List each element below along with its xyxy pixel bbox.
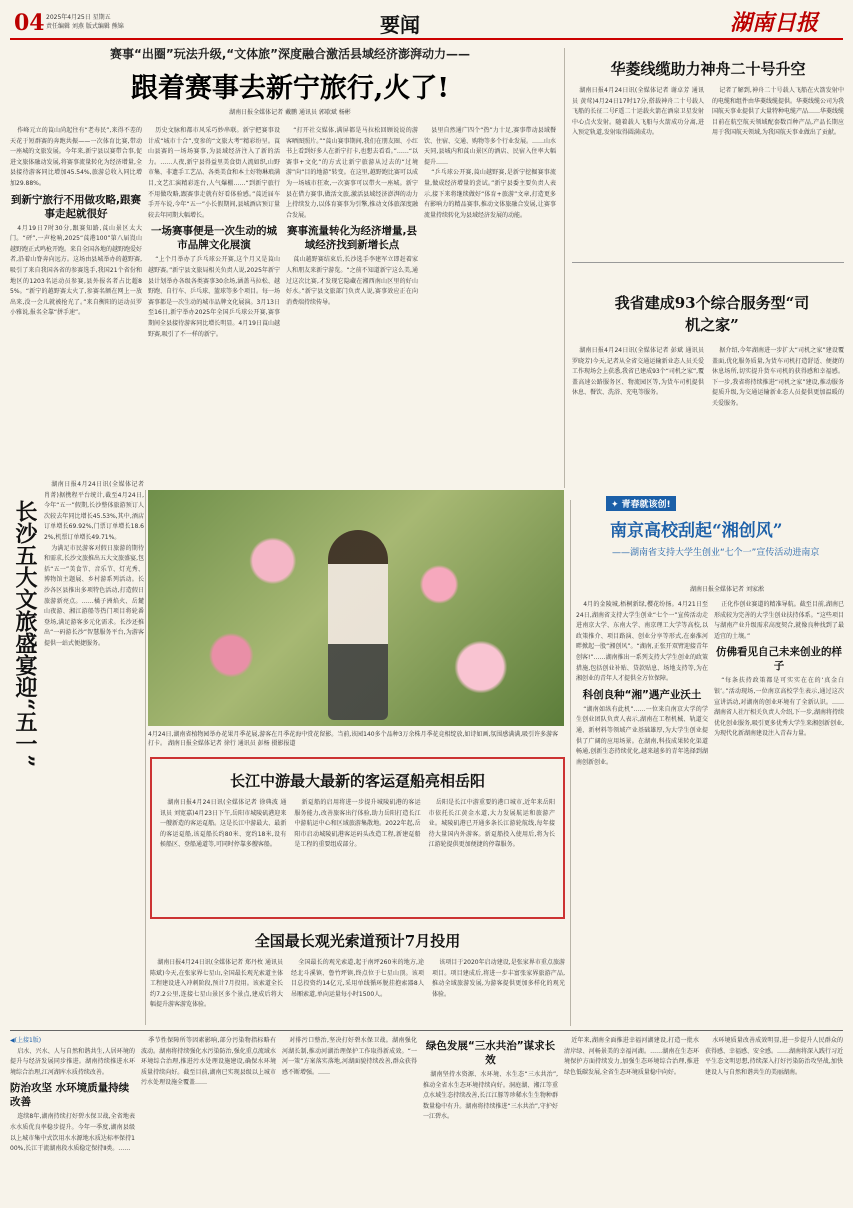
s1-col2: 历史文脉和都市风采巧妙串联。新宁把赛事设计成“城市十合”,变参的“文旅大考”精彩纷呈。莨山县赛的一场场赛事,为县域经济注入了新的活力。……人夜,新宁县得益里美食街人流如织,山野市集、非遗手工艺品、各类美食和本土好物琳琅满目,文艺汇演精彩连台,人气爆棚……“到新宁旅行不用做攻略,跟赛事走就有好看体验感。”莨近届车手开车说,今年“五一”小长假期间,县城酒店预订量较去年同期大幅增长。 一场赛事便是一次生动的城市品牌文化展演 “上个月举办了乒乓球公开赛,这个月又是莨山越野赛。”新宁县文旅局相关负责人说,2025年新宁县计划举办各级各类赛事30余场,涵盖马拉松、越野跑、自行车、乒乓球、篮球等多个项目。每一场赛事都是一次生动的城市品牌文化展演。3月13日至16日,新宁举办2025年全国乒乓球公开赛,赛事期间全县接待游客同比增长明显。4月19日莨山越野赛,吸引了不一样的新宁。 <box>148 127 280 338</box>
left-body: 湖南日报4月24日讯(全媒体记者 肖菁)据携程平台统计,截至4月24日,今年“五一”假期,长沙整体旅游预订人次较去年同比增长45.53%,其中,酒店订单增长69.92%,门票订单增长18.62%,机票订单增长49.71%。 为满足市民游客对假日旅游的期待和需求,长沙文旅推出五大文旅盛宴,包括“五一”美食节、音乐节、灯光秀、博物馆主题展、乡村游系列活动。长沙各区县推出多项特色活动,打造假日旅游新亮点。……橘子洲焰火、岳麓山夜游、湘江游船等热门项目将轮番登场,满足游客多元化需求。长沙还推出“一码游长沙”智慧服务平台,为游客提供一站式便捷服务。 <box>44 481 144 647</box>
flower-photo <box>148 490 564 726</box>
s2-title: 华菱线缆助力神舟二十号升空 <box>610 60 806 78</box>
bottom-col1: ◀(上接1版) 启水、兴水、人与自然和谐共生,人居环境的提升与经济发展同步推进。湖南持续推进水环境综合治理,江河湖库水质持续改善。 防治攻坚 水环境质量持续改善 连续8年,湖南持续打好碧水保卫战,全省地表水水质优良率稳步提升。今年一季度,湖南县级以上城市集中式饮用水水源地水质达标率保持100%,长江干流湖南段水质稳定保持Ⅱ类。…… <box>10 1037 135 1153</box>
bottom-col3: 对排污口整治,坚决打好碧水保卫战。湖南强化河湖长制,推动河湖治理保护工作取得新成效。“一河一策”方案落实落地,河湖面貌持续改善,群众获得感不断增强。…… <box>282 1037 417 1076</box>
s1-subhead-1: 到新宁旅行不用做攻略,跟赛事走起就很好 <box>11 193 141 220</box>
page-number: 04 <box>14 10 45 36</box>
bottom-subhead-2: 绿色发展“三水共治”谋求长效 <box>425 1040 556 1066</box>
editor-credit: 责任编辑 刘燕 版式编辑 熊锦 <box>46 23 124 30</box>
masthead <box>0 0 853 40</box>
s1-col4: 县里自然通广四个“热”力十足,赛事带动县域餐饮、住宿、交通、购物等多个行业发展。……山水天同,县城内和莨山景区的酒店、民宿入住率大幅提升…… “乒乓球公开赛,莨山越野赛,是新宁挖掘赛事流量,做成经济增量的尝试。”新宁县委主要负责人表示,接下来将继续做好“体育+旅游”文章,打造更多有影响力的精品赛事,推动文体旅融合发展,让赛事流量持续转化为县域经济发展的动能。 <box>424 127 556 219</box>
section-title: 要闻 <box>380 13 420 37</box>
lightbulb-icon: ✦ <box>611 500 619 510</box>
s4-subtitle: ——湖南省支持大学生创业“七个一”宣传活动进南京 <box>612 548 820 558</box>
s1-subhead-2: 一场赛事便是一次生动的城市品牌文化展演 <box>151 225 277 252</box>
photo-caption: 4月24日,湖南省植物园举办花果月季花展,游客在月季花海中赏花留影。当前,该园140多个品种3万余株月季花竞相绽放,如诗如画,氛围感满满,吸引许多游客打卡。 湖南日报全媒体记者 徐行 通讯员 彭杨 摄影报道 <box>148 731 559 747</box>
s3-body: 湖南日报4月24日讯(全媒体记者 彭斌 通讯员 罗晓芳)今天,记者从全省交通运输新业态人员关爱工作现场会上获悉,我省已建成93个“司机之家”,覆盖高速公路服务区、物流园区等,为货车司机提供休息、餐饮、洗浴、充电等服务。 据介绍,今年湖南进一步扩大“司机之家”建设覆盖面,优化服务质量,为货车司机打造舒适、便捷的休息场所,切实提升货车司机的获得感和幸福感。下一步,我省将持续推进“司机之家”建设,推动服务提质升级,为交通运输新业态人员提供更加温暖的关爱服务。 <box>572 347 844 407</box>
s6-body: 湖南日报4月24日讯(全媒体记者 郑丹枚 通讯员 陈斌)今天,在张家界七星山,全国最长观光索道主体工程建设进入冲刺阶段,预计7月投用。该索道全长约7.2公里,连接七星山景区多个景点,建成后将大幅提升游客游览体验。 全国最长的观光索道,起于南坪260米的地方,途经北斗溪镇、鲁竹坪镇,终点位于七星山顶。该项目总投资约14亿元,采用单线循环脱挂抱索器8人吊厢索道,单向运量每小时1500人。 该项目于2020年启动建设,是张家界市重点旅游项目。项目建成后,将进一步丰富张家界旅游产品,推动全域旅游发展,为游客提供更加多样化的观光体验。 <box>150 959 565 1009</box>
newspaper-logo: 湖南日报 <box>730 10 819 36</box>
bottom-col5: 近年来,湖南全面推进幸福河湖建设,打造一批水清岸绿、河畅景美的幸福河湖。……湖南在生态环境保护方面持续发力,加强生态环境综合治理,推进绿色低碳发展,全省生态环境质量稳中向好。 <box>564 1037 699 1076</box>
s4-subhead-2: 仿佛看见自己未来创业的样子 <box>716 646 842 673</box>
s1-col3: “打开社交媒体,满屏都是马拉松回顾说说的游客晒图照片。”“莨山赛事期间,我们在朋友圈、小红书上看到好多人在新宁打卡,也想去看看。”……“以赛事+文化”的方式让新宁旅游从过去的“过境游”向“目的地游”转变。在这里,越野跑比赛可以成为一场城市狂欢,一次赛事可以带火一座城。新宁县在借力赛事,做活文旅,激活县域经济澎湃的动力上持续发力,以体育赛事为引擎,推动文体旅深度融合发展。 赛事流量转化为经济增量,县域经济找到新增长点 莨山越野赛结束后,长沙选手李建军立即赶着家人和朋友来新宁游览。“之前不知道新宁这么美,通过这次比赛,才发现它隐藏在湘西南山区里的好山好水。”新宁县文旅部门负责人说,赛事效应正在向消费端持续传导。 <box>286 127 418 306</box>
s4-badge: ✦ 青春就该创! <box>606 496 676 511</box>
s1-subhead-3: 赛事流量转化为经济增量,县域经济找到新增长点 <box>287 225 417 252</box>
s4-byline: 湖南日报全媒体记者 刘家淞 <box>690 586 764 593</box>
left-title: 长沙五大文旅盛宴迎“五一” <box>12 500 38 768</box>
s5-body: 湖南日报4月24日讯(全媒体记者 徐典波 通讯员 刘宽嘉)4月23日下午,岳阳市城陵矶港迎来一艘新造的客运趸船。这是长江中游最大、最新的客运趸船,该趸船长约80米、宽约18米,设有候船区、登船通道等,可同时停靠多艘客船。 新趸船的启用将进一步提升城陵矶港的客运服务能力,改善旅客出行体验,助力岳阳打造长江中游航运中心和区域旅游集散地。2022年起,岳阳市启动城陵矶港客运码头改造工程,新建趸船是工程的重要组成部分。 岳阳是长江中游重要的港口城市,近年来岳阳市依托长江黄金水道,大力发展航运和旅游产业。城陵矶港已开通多条长江游轮航线,每年接待大量国内外游客。新趸船投入使用后,将为长江游轮提供更加便捷的停靠服务。 <box>160 799 555 849</box>
s4-col2: 正化作创业赛道的精准导航。截至目前,湖南已形成较为完善的大学生创业扶持体系。“这些项目与湖南产业升级需求高度契合,就像良种找到了最适宜的土壤。” 仿佛看见自己未来创业的样子 “每条扶持政策都是可实实在在的‘真金白银’。”活动现场,一位南京高校学生表示,通过这次宣讲活动,对湖南的创业环境有了全新认识。……湖南省人社厅相关负责人介绍,下一步,湖南将持续优化创业服务,吸引更多优秀大学生来湘创新创业,为现代化新湖南建设注入青春力量。 <box>714 601 844 738</box>
bottom-col4: 绿色发展“三水共治”谋求长效 湖南坚持水资源、水环境、水生态“三水共治”,推动全省水生态环境持续向好。洞庭湖、湘江等重点水域生态持续改善,长江江豚等珍稀水生生物种群数量稳中有升。湖南将持续推进“三水共治”,守护好一江碧水。 <box>423 1040 558 1121</box>
s4-title: 南京高校刮起“湘创风” <box>610 521 783 541</box>
photo-figure <box>328 530 388 720</box>
s5-title: 长江中游最大最新的客运趸船亮相岳阳 <box>229 772 485 790</box>
s4-col1: 4月的金陵城,梧桐新绿,樱花纷扬。4月21日至24日,湖南省支持大学生创业“七个一”宣传活动走进南京大学、东南大学、南京理工大学等高校,以政策推介、项目路演、创业分享等形式,在秦淮河畔掀起一股“湘创风”。“湖南,正张开双臂迎接青年创客!”……湖南推出一系列支持大学生创业的政策措施,包括创业补贴、贷款贴息、场地支持等,为在湘创业的青年人才提供全方位保障。 科创良种“湘”遇产业沃土 “湖南如纵有此机”……一位来自南京大学的学生创业团队负责人表示,湖南在工程机械、轨道交通、新材料等领域产业基础雄厚,为大学生创业提供了广阔的应用场景。在湖南,科技成果转化渠道畅通,创新生态持续优化,越来越多的青年选择到湖南创新创业。 <box>576 601 708 766</box>
issue-date: 2025年4月25日 星期五 <box>46 14 111 21</box>
bottom-col6: 水环境质量改善成效明显,进一步提升人民群众的获得感、幸福感、安全感。……湖南将深入践行习近平生态文明思想,持续深入打好污染防治攻坚战,加快建设人与自然和谐共生的美丽湖南。 <box>705 1037 843 1076</box>
s6-title: 全国最长观光索道预计7月投用 <box>254 932 461 950</box>
s1-col1: 作峰元立的莨山尚起往有“老寿民”,来得不差的天花于短群赛的奔跑共振——一次体育比赛,带动一座城的文旅发展。今年来,新宁县以赛带合事,促进文旅体融动发展,将赛事流量转化为经济增量,全县接待游客同比增加45.54%,旅游总收入同比增加29.88%。 到新宁旅行不用做攻略,跟赛事走起就很好 4月19日7时30分,跟赛知路,莨山景区太大门。“砰”,一声枪响,2025“莨港100”第八届崀山越野跑正式鸣枪开跑。来自全国各地的越野跑爱好者,沿着山脊奔向远方。这场由县城举办的越野赛,吸引了来自我国各省的参赛选手,我国21个省份和地区的1203名运动员参赛,县外报名者占比超85%。“新宁的越野赛太火了,参赛名额在网上一放出来,没一会儿就被抢光了。”来自衡阳的运动员罗小雅说,报名全靠“拼手速”。 <box>10 127 142 317</box>
continued-marker: ◀(上接1版) <box>10 1037 42 1044</box>
s1-kicker: 赛事“出圈”玩法升级,“文体旅”深度融合激活县域经济澎湃动力—— <box>109 47 471 61</box>
s4-subhead-1: 科创良种“湘”遇产业沃土 <box>582 688 702 701</box>
bottom-subhead-1: 防治攻坚 水环境质量持续改善 <box>10 1082 130 1109</box>
s3-title: 我省建成93个综合服务型“司机之家” <box>614 294 810 334</box>
s2-body: 湖南日报4月24日讯(全媒体记者 谢卓芳 通讯员 黄莺)4月24日17时17分,搭载神舟二十号载人飞船的长征二号F遥二十运载火箭在酒泉卫星发射中心点火发射。随着载人飞船与火箭成功分离,进入预定轨道,发射取得圆满成功。 记者了解到,神舟二十号载人飞船在火箭发射中的电缆和组件由华菱线缆提供。华菱线缆公司为我国航天事业提供了大量特种电缆产品……华菱线缆目前在航空航天领域配套数百种产品,产品长期应用于我国航天领域,为我国航天事业做出了贡献。 <box>572 87 844 137</box>
bottom-col2: 季节性保障所等因素影响,部分污染物指标略有波动。湖南将持续强化水污染防治,强化重点流域水环境综合治理,推进污水处理设施建设,确保水环境质量持续向好。截至目前,湖南已实现县级以上城市污水处理设施全覆盖…… <box>141 1037 276 1087</box>
s1-byline: 湖南日报全媒体记者 戴鹏 通讯员 郭歇斌 杨彬 <box>229 109 351 116</box>
s1-title: 跟着赛事去新宁旅行,火了! <box>130 73 450 104</box>
